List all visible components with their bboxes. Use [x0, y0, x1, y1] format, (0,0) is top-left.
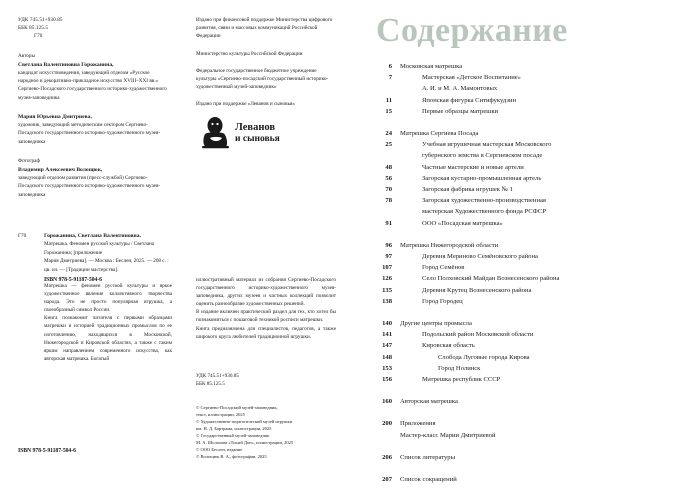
toc-entry-page-number: 138 — [382, 297, 392, 305]
toc-entry[interactable] — [374, 61, 686, 72]
toc-entry-page-number: 78 — [385, 197, 392, 205]
toc-entry-page-number: 140 — [382, 320, 392, 328]
toc-entry-label: Загорская кустарно-промышленная артель — [422, 174, 542, 182]
toc-entry-page-number: 96 — [385, 241, 392, 249]
left-column-b — [196, 16, 336, 109]
toc-entry-page-number: 126 — [382, 275, 392, 283]
left-column-a — [18, 16, 168, 199]
toc-entry[interactable] — [374, 452, 686, 463]
photographer-block — [18, 157, 168, 199]
toc-entry-label: А. И. и М. А. Мамонтовых — [422, 85, 498, 93]
photographer-description: заведующий отделом развития (пресс-службой) Сергиево-Посадского государственного историко-художественного музея-заповедника — [18, 175, 161, 198]
toc-entry-page-number: 147 — [382, 342, 392, 350]
toc-entry-label: Первые образцы матрешки — [422, 107, 499, 115]
toc-entry-label: Село Полховский Майдан Вознесенского района — [422, 275, 560, 283]
support-note-ministry: Министерство культуры Российской Федерации — [196, 50, 303, 57]
toc-entry[interactable] — [374, 418, 686, 429]
toc-entry[interactable] — [374, 318, 686, 329]
toc-entry-label: губернского земства в Сергиевском посаде — [422, 152, 543, 160]
bib-line-3: цв. ил. — [Традиции мастерства]. — [44, 266, 119, 273]
toc-entry-label: Кировская область — [422, 342, 475, 350]
toc-entry-label: Слобода Луговые города Кирова — [438, 353, 530, 361]
toc-entry-page-number: 141 — [382, 331, 392, 339]
toc-entry-label: Московская матрешка — [400, 63, 463, 70]
copyright-line: М. А. Шолохова «Тихий Дон», иллюстрации, 2025 — [196, 440, 294, 445]
author-1-description: кандидат искусствоведения, заведующий отделом «Русское народное и декоративно-прикладное искусство XVIII–XXI вв.» Сергиево-Посадского государственного историко-художественного музея-заповедника — [18, 70, 167, 101]
toc-entry[interactable] — [374, 83, 686, 94]
toc-entry[interactable] — [374, 128, 686, 139]
toc-entry-page-number: 156 — [382, 376, 392, 384]
toc-entry-label: Подольский район Московской области — [422, 331, 534, 339]
toc-entry-label: Матрешка республик СССР — [422, 376, 501, 384]
annotation-column-left — [44, 282, 172, 363]
toc-entry[interactable] — [374, 206, 686, 217]
annotation-column-right — [196, 276, 336, 341]
toc-entry-label: Матрешка Сергиева Посада — [400, 130, 479, 138]
toc-entry-page-number: 7 — [388, 74, 392, 82]
logo-text-line2: и сыновья — [235, 134, 280, 144]
toc-section-gap — [374, 441, 686, 452]
toc-entry[interactable] — [374, 262, 686, 273]
annotation-paragraph-3: иллюстративный материал из собрания Сергиево-Посадского государственного историко-художественного музея-заповедника, других музеев и частных коллекций позволит оценить разнообразие художественных решений. — [196, 277, 336, 308]
toc-entry-label: Матрешка Нижегородской области — [400, 241, 499, 249]
bib-line-1: Матрешка. Феномен русской культуры / Светлана Горожанина; [приложение — [44, 241, 155, 256]
annotation-paragraph-5: Книга предназначена для специалистов, педагогов, а также широкого круга любителей традиционной игрушки. — [196, 325, 336, 340]
toc-entry[interactable] — [374, 150, 686, 161]
support-note-institution: Федеральное государственное бюджетное учреждение культуры «Сергиево-посадский государственный историко-художественный музей-заповедник» — [196, 67, 329, 91]
annotation-paragraph-1: Матрешка — феномен русской культуры и яркое художественное явление коллективного творчества народа. Это не просто популярная игрушка, а своеобразный символ России. — [44, 283, 172, 314]
toc-entry[interactable] — [374, 374, 686, 385]
copyright-block — [196, 404, 341, 460]
toc-entry-label: Японская фигурка Ситифукудзин — [422, 96, 516, 104]
toc-entry[interactable] — [374, 474, 686, 485]
toc-entry-page-number: 91 — [385, 219, 392, 227]
toc-entry-page-number: 206 — [382, 453, 392, 461]
table-of-contents — [374, 61, 686, 485]
toc-entry[interactable] — [374, 195, 686, 206]
toc-entry-page-number: 160 — [382, 398, 392, 406]
toc-section-gap — [374, 463, 686, 474]
bib-title: Горожанина, Светлана Валентиновна. — [44, 233, 141, 239]
classification-block — [18, 16, 168, 41]
toc-entry-label: Деревня Мериново Семёновского района — [422, 253, 538, 261]
toc-entry-label: Загорская художественно-производственная — [422, 197, 546, 205]
toc-entry[interactable] — [374, 396, 686, 407]
toc-entry-label: Мастер-класс Марии Дмитриевой — [400, 431, 496, 439]
author-mark: Г70 — [34, 33, 43, 40]
annotation-paragraph-2: Книга познакомит читателя с первыми образцами матрешки и историей традиционных промыслов по ее изготовлению, находящихся в Московской, Нижегородской и Кировской областях, а также с таким ярким направлением современного искусства, как авторская матрешка. Богатый — [44, 315, 172, 362]
toc-section-gap — [374, 117, 686, 128]
toc-section-gap — [374, 385, 686, 396]
author-2-description: художник, заведующий методическим сектором Сергиево-Посадского государственного историко-художественного музея-заповедника — [18, 122, 161, 145]
udk-code-bottom: УДК 745.51+930.85 — [196, 373, 239, 379]
toc-entry-label: Приложения — [400, 420, 436, 428]
toc-entry-page-number: 15 — [385, 107, 392, 115]
toc-entry[interactable] — [374, 329, 686, 340]
toc-section-gap — [374, 307, 686, 318]
copyright-line: © ООО Беслен, издание — [196, 447, 243, 452]
contents-page — [348, 0, 696, 500]
toc-entry-page-number: 6 — [388, 63, 392, 70]
toc-entry[interactable] — [374, 184, 686, 195]
toc-entry-page-number: 24 — [385, 130, 392, 138]
support-note-publisher: Издано при поддержке «Леванов и сыновья» — [196, 101, 295, 108]
toc-entry-label: ООО «Посадская матрешка» — [422, 219, 503, 227]
toc-entry[interactable] — [374, 106, 686, 117]
authors-block — [18, 52, 168, 102]
bibliographic-record — [18, 232, 178, 285]
toc-entry-page-number: 148 — [382, 353, 392, 361]
bib-isbn: ISBN 978-5-91187-504-6 — [44, 276, 102, 283]
toc-entry[interactable] — [374, 218, 686, 229]
author-2-name: Мария Юрьевна Дмитриева, — [18, 113, 92, 120]
bib-line-2: Мария Дмитриева]. — Москва : Беслен, 2025. — 208 с. : — [44, 258, 169, 265]
copyright-line: © Сергиево-Посадский музей-заповедник, — [196, 405, 278, 410]
photographer-name: Владимир Алексеевич Волощюк, — [18, 166, 103, 173]
toc-section-gap — [374, 407, 686, 418]
toc-entry-page-number: 153 — [382, 364, 392, 372]
toc-entry-page-number: 200 — [382, 420, 392, 428]
author-1-name: Светлана Валентиновна Горожанина, — [18, 61, 114, 68]
toc-entry-page-number: 70 — [385, 186, 392, 194]
toc-entry[interactable] — [374, 363, 686, 374]
toc-entry[interactable] — [374, 430, 686, 441]
toc-entry[interactable] — [374, 72, 686, 83]
toc-entry-page-number: 97 — [385, 253, 392, 261]
toc-entry[interactable] — [374, 352, 686, 363]
toc-entry-label: Частные мастерские и новые артели — [422, 163, 524, 171]
toc-entry-label: Список сокращений — [400, 476, 457, 484]
bbk-code: ББК 85.125.5 — [18, 25, 49, 32]
copyright-line: © Художественно-педагогический музей игрушки — [196, 419, 293, 424]
toc-entry[interactable] — [374, 285, 686, 296]
bib-author-mark: Г70 — [18, 233, 27, 239]
toc-entry-label: Другие центры промысла — [400, 320, 472, 328]
support-note-financial: Издано при финансовой поддержке Министерства цифрового развития, связи и массовых коммуникаций Российской Федерации — [196, 17, 333, 40]
publisher-logo — [196, 113, 282, 153]
author-2-block — [18, 113, 168, 146]
logo-text-line1: Леванов — [235, 122, 276, 133]
authors-heading: Авторы — [18, 52, 35, 59]
copyright-line: © Волощюк В. А., фотографии, 2025 — [196, 454, 267, 459]
bbk-code-bottom: ББК 85.125.5 — [196, 381, 225, 388]
toc-entry-label: Загорская фабрика игрушек № 1 — [422, 186, 513, 194]
toc-entry-page-number: 48 — [385, 163, 392, 171]
toc-entry-label: Деревня Крутец Вознесенского района — [422, 286, 532, 294]
photographer-heading: Фотограф — [18, 157, 40, 164]
toc-entry-label: Учебная игрушечная мастерская Московского — [422, 141, 552, 149]
toc-entry-label: Список литературы — [400, 453, 456, 461]
toc-entry[interactable] — [374, 340, 686, 351]
toc-entry-label: Мастерская «Детское Воспитание» — [422, 74, 521, 82]
toc-section-gap — [374, 229, 686, 240]
toc-entry-label: мастерская Художественного фонда РСФСР — [422, 208, 546, 216]
copyright-line: текст, иллюстрации, 2025 — [196, 412, 245, 417]
toc-entry-label: Авторская матрешка — [400, 398, 458, 406]
toc-entry[interactable] — [374, 240, 686, 251]
udk-code: УДК 745.51+930.85 — [18, 17, 63, 23]
toc-entry-page-number: 25 — [385, 141, 392, 149]
toc-entry-page-number: 107 — [382, 264, 392, 272]
bib-body — [44, 232, 178, 285]
toc-entry[interactable] — [374, 251, 686, 262]
copyright-line: © Государственный музей-заповедник — [196, 433, 270, 438]
isbn-bottom: ISBN 978-5-91187-504-6 — [18, 448, 76, 454]
toc-entry-label: Город Городец — [422, 297, 463, 305]
page-title: Содержание — [376, 12, 568, 49]
annotation-paragraph-4: В издание включен практический раздел для тех, кто хотел бы познакомиться с пошаговой техникой росписи матрешки. — [196, 309, 336, 324]
levanov-logo-icon — [196, 113, 282, 153]
classification-block-bottom — [196, 372, 239, 389]
toc-entry[interactable] — [374, 173, 686, 184]
toc-entry[interactable] — [374, 95, 686, 106]
toc-entry[interactable] — [374, 139, 686, 150]
copyright-line: им. Н. Д. Бартрама, иллюстрации, 2025 — [196, 426, 272, 431]
toc-entry[interactable] — [374, 296, 686, 307]
toc-entry-page-number: 135 — [382, 286, 392, 294]
toc-entry[interactable] — [374, 162, 686, 173]
toc-entry[interactable] — [374, 273, 686, 284]
toc-entry-page-number: 11 — [385, 96, 392, 104]
toc-entry-page-number: 207 — [382, 476, 392, 484]
toc-entry-page-number: 56 — [385, 174, 392, 182]
toc-entry-label: Город Семёнов — [422, 264, 465, 272]
toc-entry-label: Город Нолинск — [438, 364, 481, 372]
